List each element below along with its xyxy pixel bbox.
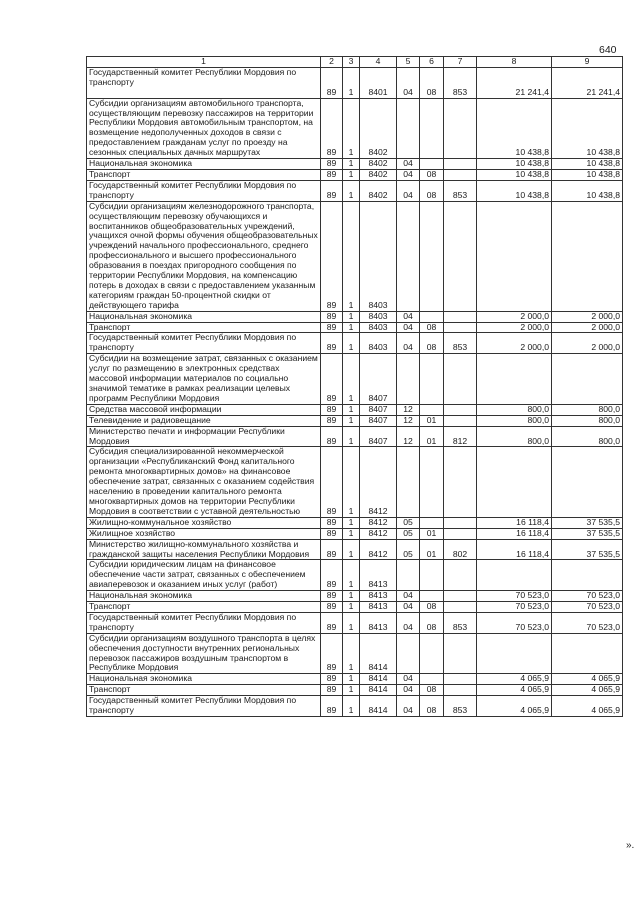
table-row	[87, 528, 623, 539]
row-cell-c8: 10 438,8	[477, 169, 552, 180]
row-name: Министерство жилищно-коммунального хозяйства и гражданской защиты населения Республики Мордовия	[87, 539, 321, 560]
header-col-3: 3	[343, 57, 360, 68]
row-cell-c5: 04	[397, 180, 420, 201]
row-cell-c6	[420, 404, 444, 415]
row-cell-c4: 8407	[360, 426, 397, 447]
row-cell-c3: 1	[343, 560, 360, 591]
row-name: Субсидии организациям железнодорожного транспорта, осуществляющим перевозку обучающихся и воспитанников общеобразовательных учреждений, учащихся очной формы обучения общеобразовательных учреждений начального профессионального, среднего профессионального и высшего профессионального образования в поездах пригородного сообщения по территории Республики Мордовия, на компенсацию потерь в доходах в связи с предоставлением указанным категориям граждан 50-процентной скидки от действующего тарифа	[87, 201, 321, 311]
row-cell-c7	[444, 602, 477, 613]
row-cell-c6: 01	[420, 528, 444, 539]
row-cell	[343, 67, 360, 87]
row-name: Транспорт	[87, 602, 321, 613]
row-cell-c8: 800,0	[477, 426, 552, 447]
row-cell-c2: 89	[321, 354, 343, 405]
table-row	[87, 674, 623, 685]
header-col-5: 5	[397, 57, 420, 68]
row-cell-c8: 800,0	[477, 404, 552, 415]
row-cell-c8	[477, 447, 552, 517]
row-cell-c8: 70 523,0	[477, 612, 552, 633]
row-cell-c4: 8402	[360, 180, 397, 201]
row-cell-c6: 01	[420, 426, 444, 447]
row-cell-c9: 10 438,8	[552, 159, 623, 170]
row-cell-c2: 89	[321, 311, 343, 322]
row-name: Министерство печати и информации Республики Мордовия	[87, 426, 321, 447]
row-cell-c5: 04	[397, 591, 420, 602]
row-cell-c4: 8407	[360, 415, 397, 426]
table-row	[87, 201, 623, 311]
row-cell-c8: 16 118,4	[477, 539, 552, 560]
row-cell-c8: 2 000,0	[477, 322, 552, 333]
row-cell-c3: 1	[343, 685, 360, 696]
row-cell-c7: 853	[444, 333, 477, 354]
row-cell-c7	[444, 169, 477, 180]
row-cell-c6	[420, 447, 444, 517]
row-cell	[397, 67, 420, 87]
row-cell-c9: 37 535,5	[552, 517, 623, 528]
row-cell-c3: 1	[343, 333, 360, 354]
row-cell-c2: 89	[321, 633, 343, 674]
header-col-2: 2	[321, 57, 343, 68]
header-col-9: 9	[552, 57, 623, 68]
row-cell-c4: 8414	[360, 685, 397, 696]
table-row	[87, 602, 623, 613]
row-cell-c9: 800,0	[552, 415, 623, 426]
row-cell-c9: 2 000,0	[552, 322, 623, 333]
row-cell-c9	[552, 354, 623, 405]
row-cell-c4: 8412	[360, 539, 397, 560]
row-name: Телевидение и радиовещание	[87, 415, 321, 426]
row-cell-c7	[444, 159, 477, 170]
row-cell-c7	[444, 685, 477, 696]
row-cell-c3: 1	[343, 354, 360, 405]
row-cell-c7	[444, 633, 477, 674]
row-cell-c9: 800,0	[552, 404, 623, 415]
row-cell-c7	[444, 311, 477, 322]
row-cell-c6	[420, 633, 444, 674]
table-row	[87, 560, 623, 591]
row-cell-c7	[444, 415, 477, 426]
row-name: Национальная экономика	[87, 311, 321, 322]
header-col-7: 7	[444, 57, 477, 68]
row-cell-c7	[444, 322, 477, 333]
row-cell-c9	[552, 560, 623, 591]
budget-table	[86, 56, 623, 717]
row-cell-c4: 8412	[360, 447, 397, 517]
row-cell-c6: 01	[420, 539, 444, 560]
table-header-row	[87, 57, 623, 68]
row-cell-c4: 8403	[360, 333, 397, 354]
row-name: Жилищно-коммунальное хозяйство	[87, 517, 321, 528]
row-cell-c2: 89	[321, 180, 343, 201]
row-cell-c8: 16 118,4	[477, 517, 552, 528]
row-cell-c4: 8403	[360, 322, 397, 333]
row-cell-c7	[444, 404, 477, 415]
row-cell-c4: 8413	[360, 612, 397, 633]
row-cell-c2: 89	[321, 88, 343, 98]
row-name: Субсидия специализированной некоммерческой организации «Республиканский Фонд капитального ремонта многоквартирных домов» на финансовое обеспечение затрат, связанных с оказанием содействия населению в проведении капитального ремонта многоквартирных домов на территории Республики Мордовия в соответствии с уставной деятельностью	[87, 447, 321, 517]
row-cell-c5: 12	[397, 404, 420, 415]
row-cell-c2: 89	[321, 426, 343, 447]
row-cell-c5: 04	[397, 169, 420, 180]
row-cell-c7	[444, 517, 477, 528]
row-cell-c5: 05	[397, 528, 420, 539]
row-cell-c3: 1	[343, 612, 360, 633]
row-cell-c6	[420, 354, 444, 405]
row-cell-c9: 10 438,8	[552, 98, 623, 158]
header-col-4: 4	[360, 57, 397, 68]
row-cell	[420, 67, 444, 87]
row-cell	[477, 67, 552, 87]
row-cell-c4: 8401	[360, 88, 397, 98]
row-cell-c4: 8413	[360, 560, 397, 591]
row-cell-c3: 1	[343, 404, 360, 415]
row-cell-c5: 04	[397, 685, 420, 696]
row-name: Транспорт	[87, 322, 321, 333]
row-cell-c5: 05	[397, 539, 420, 560]
row-cell-c3: 1	[343, 322, 360, 333]
row-name: Государственный комитет Республики Мордовия по транспорту	[87, 333, 321, 354]
row-cell-c8: 4 065,9	[477, 685, 552, 696]
row-cell-c2: 89	[321, 98, 343, 158]
row-cell-c2: 89	[321, 539, 343, 560]
row-cell-c2: 89	[321, 591, 343, 602]
row-cell-c2: 89	[321, 528, 343, 539]
row-cell-c2: 89	[321, 322, 343, 333]
row-cell-c4: 8413	[360, 602, 397, 613]
row-cell-c7: 812	[444, 426, 477, 447]
row-cell-c6	[420, 591, 444, 602]
row-cell-c6: 01	[420, 415, 444, 426]
row-cell-c5	[397, 201, 420, 311]
row-cell-c9: 2 000,0	[552, 311, 623, 322]
row-name: Государственный комитет Республики Мордовия по транспорту	[87, 67, 321, 87]
row-name: Национальная экономика	[87, 674, 321, 685]
row-cell-c4: 8403	[360, 201, 397, 311]
row-cell-c3: 1	[343, 180, 360, 201]
table-row	[87, 354, 623, 405]
table-row	[87, 633, 623, 674]
row-name: Субсидии на возмещение затрат, связанных с оказанием услуг по размещению в электронных средствах массовой информации материалов по социально значимой тематике в рамках реализации целевых программ Республики Мордовия	[87, 354, 321, 405]
row-cell-c4: 8407	[360, 354, 397, 405]
row-name: Транспорт	[87, 169, 321, 180]
row-name: Государственный комитет Республики Мордовия по транспорту	[87, 180, 321, 201]
row-name: Национальная экономика	[87, 591, 321, 602]
row-cell-c7	[444, 201, 477, 311]
row-cell-c5: 04	[397, 674, 420, 685]
row-cell-c4: 8403	[360, 311, 397, 322]
row-cell-c6: 08	[420, 612, 444, 633]
row-cell-c2: 89	[321, 674, 343, 685]
row-cell-c4: 8414	[360, 674, 397, 685]
row-cell-c9: 37 535,5	[552, 539, 623, 560]
row-cell-c9: 37 535,5	[552, 528, 623, 539]
row-cell-c7	[444, 447, 477, 517]
row-name: Жилищное хозяйство	[87, 528, 321, 539]
row-cell-c9: 70 523,0	[552, 591, 623, 602]
table-row	[87, 159, 623, 170]
row-cell-c4: 8412	[360, 517, 397, 528]
row-cell-c2: 89	[321, 517, 343, 528]
row-cell-c4: 8414	[360, 633, 397, 674]
row-cell-c3: 1	[343, 201, 360, 311]
row-cell-c6	[420, 674, 444, 685]
row-cell-c6	[420, 311, 444, 322]
row-cell-c4: 8412	[360, 528, 397, 539]
row-cell-c3: 1	[343, 415, 360, 426]
row-cell-c6: 08	[420, 322, 444, 333]
row-name: Субсидии юридическим лицам на финансовое обеспечение части затрат, связанных с обеспечением авиаперевозок и оказанием иных услуг (работ)	[87, 560, 321, 591]
row-cell-c8: 70 523,0	[477, 591, 552, 602]
row-cell-c9: 4 065,9	[552, 685, 623, 696]
table-row	[87, 322, 623, 333]
row-cell-c9: 70 523,0	[552, 612, 623, 633]
row-cell-c6	[420, 201, 444, 311]
row-cell-c3: 1	[343, 311, 360, 322]
row-cell-c8	[477, 560, 552, 591]
table-row	[87, 447, 623, 517]
row-cell-c3: 1	[343, 169, 360, 180]
row-cell-c2: 89	[321, 612, 343, 633]
header-col-8: 8	[477, 57, 552, 68]
row-cell-c5: 04	[397, 322, 420, 333]
row-cell-c3: 1	[343, 88, 360, 98]
row-cell-c6	[420, 517, 444, 528]
row-name: Субсидии организациям автомобильного транспорта, осуществляющим перевозку пассажиров на территории Республики Мордовия автомобильным транспортом, на возмещение недополученных доходов в связи с предоставлением гражданам услуг по проезду на сезонных специальных дачных маршрутах	[87, 98, 321, 158]
row-cell-c7: 802	[444, 539, 477, 560]
row-cell-c7	[444, 98, 477, 158]
row-cell-c8	[477, 354, 552, 405]
header-col-1: 1	[87, 57, 321, 68]
row-cell-c6: 08	[420, 333, 444, 354]
row-cell-c2: 89	[321, 169, 343, 180]
row-cell-c7	[444, 674, 477, 685]
row-cell-c3: 1	[343, 539, 360, 560]
row-cell-c6: 08	[420, 696, 444, 717]
row-cell-c7: 853	[444, 88, 477, 98]
row-cell-c2: 89	[321, 696, 343, 717]
row-cell-c2: 89	[321, 685, 343, 696]
row-cell-c2: 89	[321, 560, 343, 591]
row-cell-c5: 04	[397, 159, 420, 170]
row-cell-c5	[397, 354, 420, 405]
row-cell-c6	[420, 159, 444, 170]
row-cell-c6: 08	[420, 88, 444, 98]
row-cell-c5: 12	[397, 426, 420, 447]
row-cell-c5: 04	[397, 696, 420, 717]
row-cell-c8: 2 000,0	[477, 333, 552, 354]
row-cell-c2: 89	[321, 447, 343, 517]
row-cell-c6	[420, 560, 444, 591]
table-row	[87, 88, 623, 98]
row-cell-c5: 04	[397, 311, 420, 322]
row-cell-c3: 1	[343, 633, 360, 674]
row-cell-c3: 1	[343, 602, 360, 613]
row-cell-c8: 800,0	[477, 415, 552, 426]
table-row	[87, 333, 623, 354]
row-cell-c9	[552, 633, 623, 674]
row-name: Государственный комитет Республики Мордовия по транспорту	[87, 696, 321, 717]
row-cell-c4: 8407	[360, 404, 397, 415]
row-cell-c8: 4 065,9	[477, 696, 552, 717]
row-cell	[552, 67, 623, 87]
row-cell-c2: 89	[321, 159, 343, 170]
table-row	[87, 180, 623, 201]
row-cell-c9: 10 438,8	[552, 169, 623, 180]
row-cell-c6: 08	[420, 180, 444, 201]
row-name: Государственный комитет Республики Мордовия по транспорту	[87, 612, 321, 633]
row-cell-c6: 08	[420, 169, 444, 180]
table-row	[87, 98, 623, 158]
row-cell-c8: 10 438,8	[477, 98, 552, 158]
row-cell	[321, 67, 343, 87]
row-cell-c8: 10 438,8	[477, 180, 552, 201]
row-cell-c6: 08	[420, 602, 444, 613]
row-cell-c4: 8402	[360, 98, 397, 158]
table-row	[87, 612, 623, 633]
row-cell-c9: 4 065,9	[552, 696, 623, 717]
row-cell-c5	[397, 98, 420, 158]
row-cell-c5: 04	[397, 333, 420, 354]
row-cell-c5: 04	[397, 612, 420, 633]
row-cell-c7	[444, 528, 477, 539]
row-cell-c9: 10 438,8	[552, 180, 623, 201]
row-cell-c5	[397, 633, 420, 674]
row-name	[87, 88, 321, 98]
page-number: 640	[599, 44, 617, 56]
row-cell-c3: 1	[343, 517, 360, 528]
row-cell	[444, 67, 477, 87]
row-cell-c9: 800,0	[552, 426, 623, 447]
row-cell-c9: 2 000,0	[552, 333, 623, 354]
row-name: Средства массовой информации	[87, 404, 321, 415]
row-cell-c8	[477, 633, 552, 674]
row-cell-c8: 70 523,0	[477, 602, 552, 613]
header-col-6: 6	[420, 57, 444, 68]
row-cell-c8: 4 065,9	[477, 674, 552, 685]
table-row	[87, 539, 623, 560]
table-body	[87, 67, 623, 716]
table-row	[87, 311, 623, 322]
row-cell-c7: 853	[444, 696, 477, 717]
table-row	[87, 415, 623, 426]
row-cell-c2: 89	[321, 333, 343, 354]
row-cell-c9: 70 523,0	[552, 602, 623, 613]
row-cell-c9	[552, 447, 623, 517]
row-cell-c5	[397, 447, 420, 517]
row-name: Национальная экономика	[87, 159, 321, 170]
row-cell-c9: 21 241,4	[552, 88, 623, 98]
row-cell-c9	[552, 201, 623, 311]
row-cell-c8: 2 000,0	[477, 311, 552, 322]
row-cell-c2: 89	[321, 404, 343, 415]
table-row	[87, 426, 623, 447]
row-cell-c7	[444, 591, 477, 602]
row-cell-c7: 853	[444, 612, 477, 633]
row-cell-c3: 1	[343, 447, 360, 517]
table-row	[87, 685, 623, 696]
row-cell-c8	[477, 201, 552, 311]
row-cell-c3: 1	[343, 159, 360, 170]
row-cell-c5: 04	[397, 602, 420, 613]
row-cell-c2: 89	[321, 201, 343, 311]
row-cell-c7	[444, 560, 477, 591]
table-row	[87, 169, 623, 180]
table-row	[87, 696, 623, 717]
row-name: Субсидии организациям воздушного транспорта в целях обеспечения доступности внутренних региональных перевозок пассажиров воздушным транспортом в Республике Мордовия	[87, 633, 321, 674]
table-row	[87, 591, 623, 602]
table-row	[87, 67, 623, 87]
row-cell-c4: 8414	[360, 696, 397, 717]
row-cell-c2: 89	[321, 602, 343, 613]
row-cell-c3: 1	[343, 674, 360, 685]
row-cell-c2: 89	[321, 415, 343, 426]
row-cell-c5: 04	[397, 88, 420, 98]
table-row	[87, 517, 623, 528]
row-cell-c9: 4 065,9	[552, 674, 623, 685]
row-cell-c5: 12	[397, 415, 420, 426]
row-cell-c5	[397, 560, 420, 591]
row-cell-c3: 1	[343, 98, 360, 158]
row-cell-c8: 16 118,4	[477, 528, 552, 539]
row-cell-c6	[420, 98, 444, 158]
row-cell-c3: 1	[343, 591, 360, 602]
row-cell-c5: 05	[397, 517, 420, 528]
row-name: Транспорт	[87, 685, 321, 696]
row-cell-c6: 08	[420, 685, 444, 696]
row-cell-c3: 1	[343, 696, 360, 717]
row-cell-c3: 1	[343, 528, 360, 539]
table-row	[87, 404, 623, 415]
row-cell-c7	[444, 354, 477, 405]
row-cell	[360, 67, 397, 87]
row-cell-c8: 10 438,8	[477, 159, 552, 170]
row-cell-c7: 853	[444, 180, 477, 201]
row-cell-c3: 1	[343, 426, 360, 447]
row-cell-c4: 8402	[360, 159, 397, 170]
row-cell-c4: 8413	[360, 591, 397, 602]
closing-quote-mark: ».	[626, 840, 635, 851]
row-cell-c8: 21 241,4	[477, 88, 552, 98]
row-cell-c4: 8402	[360, 169, 397, 180]
